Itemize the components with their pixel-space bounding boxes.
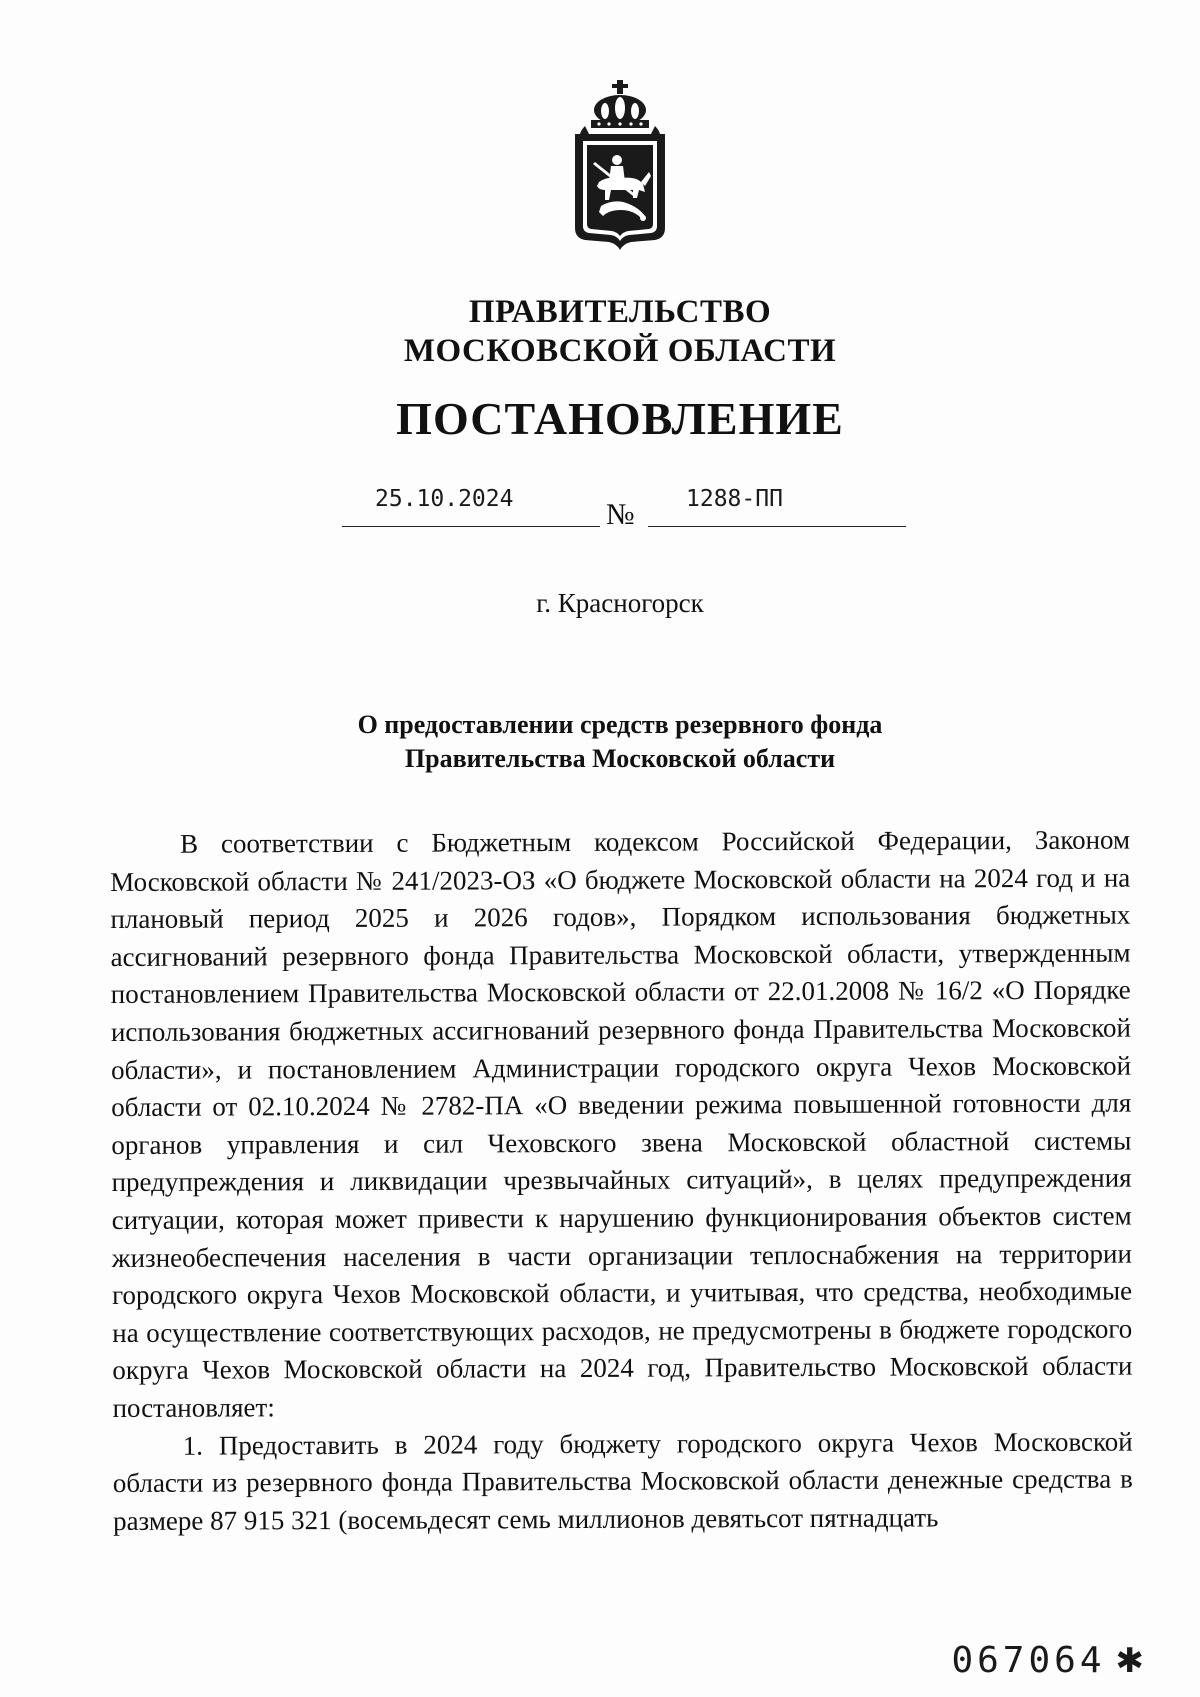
- number-sign: №: [606, 498, 635, 531]
- place-of-issue: г. Красногорск: [536, 588, 704, 618]
- document-title-line2: Правительства Московской области: [404, 744, 836, 773]
- serial-number: [951, 1640, 1144, 1681]
- serial-number-value: 067064: [951, 1640, 1106, 1681]
- body-paragraph-preamble: В соответствии с Бюджетным кодексом Российской Федерации, Законом Московской области № 241/2023-ОЗ «О бюджете Московской области на 2024 год и на плановый период 2025 и 2026 годов», Порядком использования бюджетных ассигнований резервного фонда Правительства Московской области, утвержденным постановлением Правительства Московской области от 22.01.2008 № 16/2 «О Порядке использования бюджетных ассигнований резервного фонда Правительства Московской области», и постановлением Администрации городского округа Чехов Московской области от 02.10.2024 № 2782-ПА «О введении режима повышенной готовности для органов управления и сил Чеховского звена Московской областной системы предупреждения и ликвидации чрезвычайных ситуаций», в целях предупреждения ситуации, которая может привести к нарушению функционирования объектов систем жизнеобеспечения населения в части организации теплоснабжения на территории городского округа Чехов Московской области, и учитывая, что средства, необходимые на осуществление соответствующих расходов, не предусмотрены в бюджете городского округа Чехов Московской области на 2024 год, Правительство Московской области постановляет:: [110, 824, 1133, 1423]
- asterisk-mark: ✱: [1115, 1641, 1144, 1681]
- document-title-line1: О предоставлении средств резервного фонда: [357, 710, 883, 739]
- moscow-oblast-coat-of-arms-icon: [555, 78, 685, 253]
- date-underline: [342, 526, 600, 527]
- document-number: 1288-ПП: [686, 486, 783, 512]
- document-body: [110, 822, 1133, 1541]
- number-underline: [648, 526, 906, 527]
- organization-name-line2: МОСКОВСКОЙ ОБЛАСТИ: [403, 333, 837, 369]
- document-type: ПОСТАНОВЛЕНИЕ: [396, 393, 844, 444]
- organization-name-line1: ПРАВИТЕЛЬСТВО: [468, 294, 772, 330]
- date-number-row: [0, 480, 1200, 540]
- body-paragraph-item-1: 1. Предоставить в 2024 году бюджету городского округа Чехов Московской области из резервного фонда Правительства Московской области денежные средства в размере 87 915 321 (восемьдесят семь миллионов девятьсот пятнадцать: [112, 1426, 1133, 1536]
- document-date: 25.10.2024: [375, 486, 514, 512]
